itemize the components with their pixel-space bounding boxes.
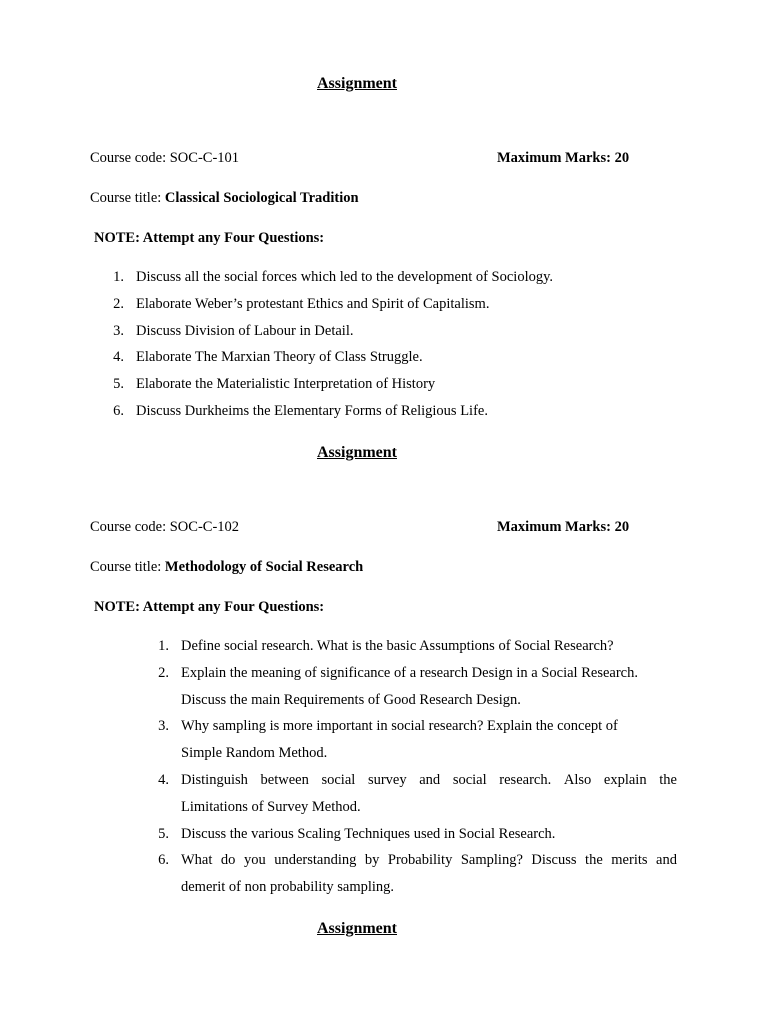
note-2: NOTE: Attempt any Four Questions: <box>94 599 325 615</box>
question-number: 5. <box>158 825 169 842</box>
question-number: 5. <box>113 376 124 393</box>
maximum-marks-2: Maximum Marks: 20 <box>497 519 630 535</box>
course-code-label: Course code: <box>90 519 170 535</box>
question-text: Discuss Division of Labour in Detail. <box>136 322 354 339</box>
question-number: 6. <box>113 403 124 419</box>
question-text: Distinguish between social survey and social research. Also explain the <box>181 772 677 788</box>
course-title-2 <box>90 559 363 576</box>
question-text: Simple Random Method. <box>181 745 328 762</box>
course-title-value: Methodology of Social Research <box>164 559 364 575</box>
question-text: demerit of non probability sampling. <box>181 879 395 896</box>
question-number: 1. <box>158 638 169 654</box>
question-number: 3. <box>158 718 169 735</box>
question-text: Discuss Durkheims the Elementary Forms of Religious Life. <box>136 403 488 419</box>
question-text: Discuss the various Scaling Techniques used in Social Research. <box>181 825 556 842</box>
question-number: 4. <box>113 349 124 366</box>
question-text: Discuss the main Requirements of Good Research Design. <box>181 691 521 708</box>
course-code-label: Course code: <box>90 150 170 166</box>
question-text: Elaborate The Marxian Theory of Class Struggle. <box>136 349 423 366</box>
question-text: Why sampling is more important in social research? Explain the concept of <box>181 718 618 735</box>
maximum-marks-1: Maximum Marks: 20 <box>497 150 630 166</box>
question-text: Discuss all the social forces which led to the development of Sociology. <box>136 269 554 285</box>
course-title-1 <box>90 190 359 207</box>
course-code-value: SOC-C-102 <box>169 519 240 535</box>
course-code-value: SOC-C-101 <box>169 150 240 166</box>
question-number: 2. <box>113 295 124 312</box>
question-number: 6. <box>158 852 169 869</box>
question-number: 4. <box>158 772 169 788</box>
course-code-2 <box>90 519 239 536</box>
question-text: Explain the meaning of significance of a research Design in a Social Research. <box>181 664 638 681</box>
question-number: 3. <box>113 322 124 339</box>
question-text: Elaborate Weber’s protestant Ethics and Spirit of Capitalism. <box>136 295 490 312</box>
question-number: 2. <box>158 664 169 681</box>
question-text: Limitations of Survey Method. <box>181 798 361 815</box>
course-title-value: Classical Sociological Tradition <box>164 190 359 206</box>
course-title-label: Course title: <box>90 190 165 206</box>
assignment-heading-2: Assignment <box>317 444 398 461</box>
question-number: 1. <box>113 269 124 285</box>
assignment-heading-3: Assignment <box>317 920 398 937</box>
course-title-label: Course title: <box>90 559 165 575</box>
note-1: NOTE: Attempt any Four Questions: <box>94 230 325 246</box>
question-text: Define social research. What is the basic Assumptions of Social Research? <box>181 638 614 654</box>
course-code-1 <box>90 150 239 167</box>
question-text: Elaborate the Materialistic Interpretation of History <box>136 376 436 393</box>
question-text: What do you understanding by Probability Sampling? Discuss the merits and <box>181 852 677 869</box>
assignment-heading-1: Assignment <box>317 75 398 92</box>
